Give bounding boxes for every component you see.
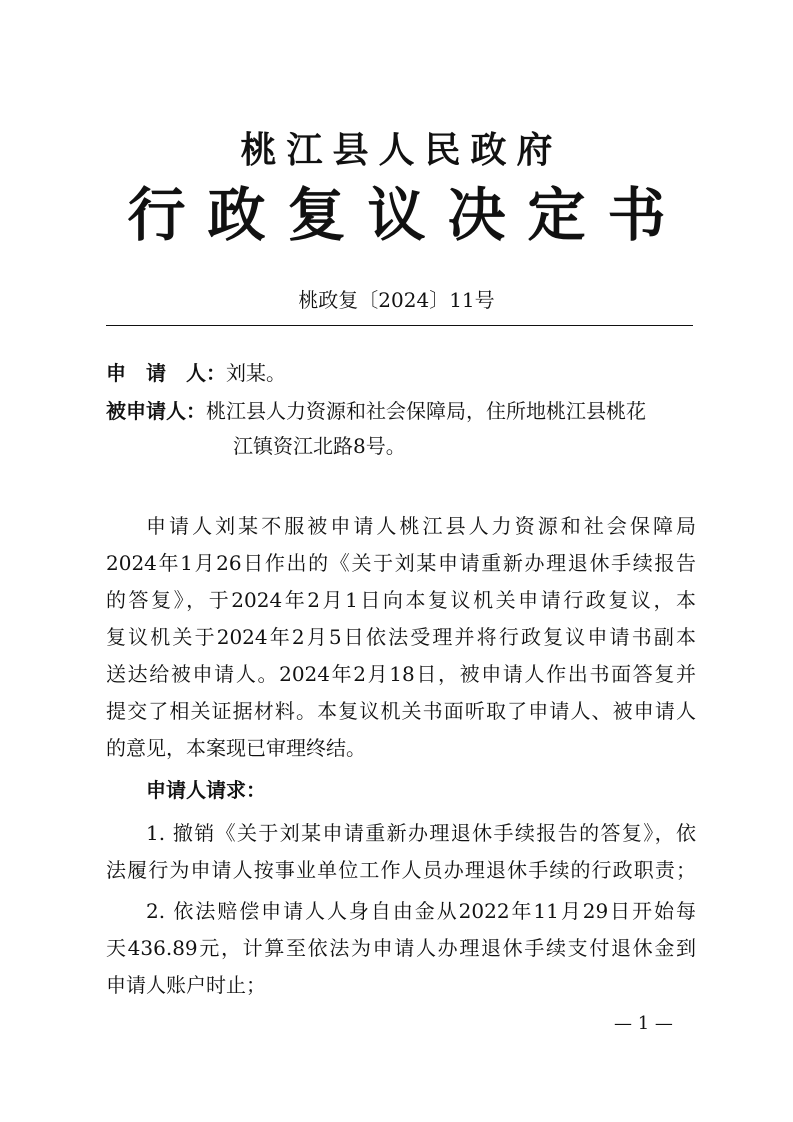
respondent-value-line2: 江镇资江北路8号。 [233,434,406,458]
paragraph-line: 送达给被申请人。2024年2月18日，被申请人作出书面答复并 [106,662,696,686]
respondent-row [106,395,646,424]
request-line: 申请人账户时止； [106,973,266,997]
paragraph-line: 复议机关于2024年2月5日依法受理并将行政复议申请书副本 [106,625,696,649]
respondent-label: 被申请人： [106,399,206,423]
document-number: 桃政复〔2024〕11号 [298,288,495,312]
page-number: — 1 — [614,1013,673,1034]
request-line: 天436.89元，计算至依法为申请人办理退休手续支付退休金到 [106,936,696,960]
applicant-label: 申 请 人： [106,361,226,385]
requests-heading: 申请人请求： [146,778,266,802]
document-title: 行政复议决定书 [127,181,688,249]
paragraph-line: 的意见，本案现已审理终结。 [106,736,366,760]
paragraph-line: 提交了相关证据材料。本复议机关书面听取了申请人、被申请人 [106,699,696,723]
request-line: 2. 依法赔偿申请人人身自由金从2022年11月29日开始每 [146,899,696,923]
paragraph-line: 2024年1月26日作出的《关于刘某申请重新办理退休手续报告 [106,551,696,575]
applicant-row [106,357,286,386]
applicant-value: 刘某。 [226,361,286,385]
paragraph-line: 的答复》，于2024年2月1日向本复议机关申请行政复议，本 [106,588,696,612]
issuing-authority-title: 桃江县人民政府 [240,130,563,171]
respondent-value-line1: 桃江县人力资源和社会保障局，住所地桃江县桃花 [206,399,646,423]
request-line: 法履行为申请人按事业单位工作人员办理退休手续的行政职责； [106,858,696,882]
paragraph-line: 申请人刘某不服被申请人桃江县人力资源和社会保障局 [146,514,696,538]
header-divider [106,325,693,326]
request-line: 1. 撤销《关于刘某申请重新办理退休手续报告的答复》，依 [146,821,696,845]
